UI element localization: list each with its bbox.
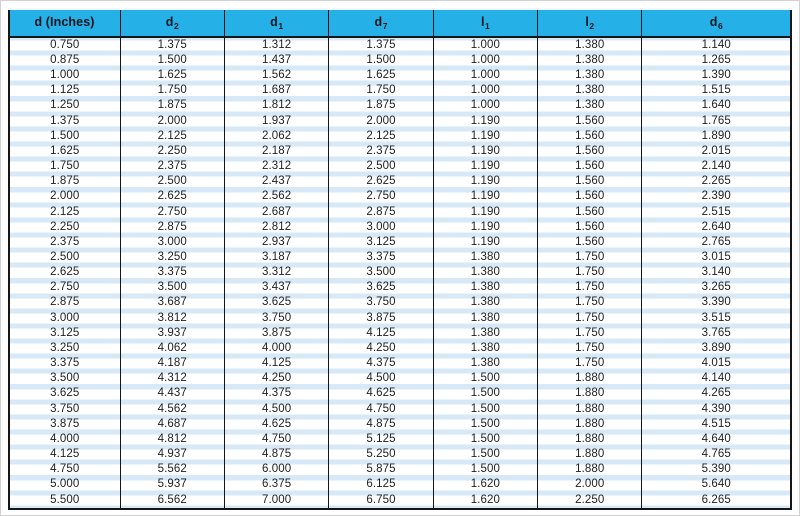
table-cell: 2.125 [120, 129, 224, 144]
table-row [9, 190, 791, 205]
table-cell: 3.000 [120, 235, 224, 250]
table-cell: 1.880 [538, 402, 642, 417]
table-row [9, 53, 791, 68]
table-cell: 2.765 [642, 235, 791, 250]
table-cell: 1.750 [538, 356, 642, 371]
table-cell: 2.562 [224, 190, 328, 205]
table-cell: 4.750 [329, 402, 433, 417]
table-cell: 2.750 [329, 190, 433, 205]
table-row [9, 447, 791, 462]
table-body [9, 37, 791, 509]
table-cell: 1.560 [538, 190, 642, 205]
table-cell: 2.500 [120, 174, 224, 189]
table-cell: 1.750 [9, 159, 120, 174]
table-cell: 2.750 [120, 205, 224, 220]
table-cell: 2.000 [120, 114, 224, 129]
table-cell: 1.562 [224, 68, 328, 83]
table-cell: 1.000 [433, 37, 537, 53]
table-row [9, 387, 791, 402]
table-cell: 1.560 [538, 144, 642, 159]
table-cell: 1.380 [433, 250, 537, 265]
table-cell: 1.750 [538, 311, 642, 326]
table-row [9, 341, 791, 356]
table-cell: 5.562 [120, 462, 224, 477]
table-cell: 3.812 [120, 311, 224, 326]
table-cell: 1.375 [329, 37, 433, 53]
table-row [9, 493, 791, 509]
table-cell: 2.250 [120, 144, 224, 159]
table-cell: 1.380 [538, 83, 642, 98]
table-cell: 4.625 [329, 387, 433, 402]
table-row [9, 99, 791, 114]
table-row [9, 250, 791, 265]
table-cell: 3.500 [329, 265, 433, 280]
table-cell: 1.500 [9, 129, 120, 144]
table-cell: 6.125 [329, 478, 433, 493]
table-row [9, 356, 791, 371]
table-cell: 1.000 [433, 53, 537, 68]
table-cell: 1.380 [538, 37, 642, 53]
table-cell: 1.500 [433, 432, 537, 447]
table-cell: 4.390 [642, 402, 791, 417]
table-cell: 1.000 [433, 83, 537, 98]
table-cell: 4.375 [329, 356, 433, 371]
table-row [9, 114, 791, 129]
table-cell: 1.560 [538, 205, 642, 220]
column-header-l1: $l_1$ [433, 9, 537, 37]
table-cell: 4.062 [120, 341, 224, 356]
table-cell: 4.437 [120, 387, 224, 402]
table-cell: 1.937 [224, 114, 328, 129]
table-row [9, 265, 791, 280]
table-cell: 1.640 [642, 99, 791, 114]
table-cell: 1.000 [433, 99, 537, 114]
table-row [9, 174, 791, 189]
table-cell: 4.640 [642, 432, 791, 447]
table-cell: 1.750 [538, 265, 642, 280]
table-cell: 5.250 [329, 447, 433, 462]
table-cell: 2.250 [9, 220, 120, 235]
table-row [9, 478, 791, 493]
table-cell: 1.625 [329, 68, 433, 83]
table-cell: 1.190 [433, 190, 537, 205]
table-row [9, 205, 791, 220]
table-cell: 1.750 [329, 83, 433, 98]
table-cell: 1.500 [433, 462, 537, 477]
table-cell: 3.875 [9, 417, 120, 432]
table-cell: 3.375 [120, 265, 224, 280]
table-cell: 1.875 [120, 99, 224, 114]
table-cell: 1.765 [642, 114, 791, 129]
table-row [9, 220, 791, 235]
table-cell: 0.875 [9, 53, 120, 68]
table-cell: 1.880 [538, 432, 642, 447]
table-cell: 3.250 [120, 250, 224, 265]
table-cell: 1.380 [433, 265, 537, 280]
table-cell: 1.250 [9, 99, 120, 114]
table-row [9, 311, 791, 326]
table-cell: 1.880 [538, 387, 642, 402]
table-cell: 3.750 [9, 402, 120, 417]
table-cell: 1.500 [120, 53, 224, 68]
table-cell: 3.015 [642, 250, 791, 265]
table-cell: 2.500 [9, 250, 120, 265]
table-cell: 4.375 [224, 387, 328, 402]
table-cell: 3.765 [642, 326, 791, 341]
table-cell: 1.880 [538, 462, 642, 477]
table-row [9, 402, 791, 417]
table-cell: 4.000 [224, 341, 328, 356]
table-cell: 1.687 [224, 83, 328, 98]
table-cell: 4.687 [120, 417, 224, 432]
table-cell: 1.750 [538, 341, 642, 356]
table-cell: 3.437 [224, 281, 328, 296]
table-cell: 1.750 [538, 250, 642, 265]
table-cell: 2.125 [9, 205, 120, 220]
table-cell: 3.312 [224, 265, 328, 280]
table-cell: 1.380 [433, 296, 537, 311]
table-cell: 1.380 [538, 99, 642, 114]
table-cell: 1.380 [433, 281, 537, 296]
table-cell: 1.515 [642, 83, 791, 98]
table-cell: 2.375 [120, 159, 224, 174]
table-cell: 3.140 [642, 265, 791, 280]
table-cell: 1.380 [433, 341, 537, 356]
table-cell: 1.380 [538, 53, 642, 68]
table-cell: 1.390 [642, 68, 791, 83]
table-cell: 2.875 [329, 205, 433, 220]
table-cell: 1.560 [538, 235, 642, 250]
table-cell: 1.812 [224, 99, 328, 114]
table-cell: 2.937 [224, 235, 328, 250]
table-cell: 4.812 [120, 432, 224, 447]
table-cell: 1.380 [433, 356, 537, 371]
table-cell: 4.015 [642, 356, 791, 371]
table-cell: 7.000 [224, 493, 328, 509]
table-row [9, 235, 791, 250]
table-cell: 4.250 [224, 371, 328, 386]
table-cell: 4.625 [224, 417, 328, 432]
table-cell: 1.875 [329, 99, 433, 114]
table-cell: 1.140 [642, 37, 791, 53]
table-cell: 6.562 [120, 493, 224, 509]
table-cell: 2.515 [642, 205, 791, 220]
table-cell: 3.125 [329, 235, 433, 250]
table-cell: 3.937 [120, 326, 224, 341]
table-cell: 3.875 [224, 326, 328, 341]
table-cell: 3.625 [9, 387, 120, 402]
table-cell: 4.187 [120, 356, 224, 371]
table-cell: 4.500 [329, 371, 433, 386]
table-cell: 3.890 [642, 341, 791, 356]
dimensions-table [8, 8, 792, 510]
table-row [9, 432, 791, 447]
column-header-d6: $d_6$ [642, 9, 791, 37]
table-cell: 1.380 [433, 326, 537, 341]
table-cell: 1.190 [433, 174, 537, 189]
table-cell: 2.875 [120, 220, 224, 235]
table-cell: 2.375 [329, 144, 433, 159]
column-header-d2: $d_2$ [120, 9, 224, 37]
table-cell: 1.880 [538, 447, 642, 462]
column-header-d7: $d_7$ [329, 9, 433, 37]
table-cell: 4.515 [642, 417, 791, 432]
table-cell: 2.015 [642, 144, 791, 159]
table-cell: 3.875 [329, 311, 433, 326]
table-cell: 1.890 [642, 129, 791, 144]
table-cell: 0.750 [9, 37, 120, 53]
table-cell: 4.000 [9, 432, 120, 447]
table-cell: 1.500 [433, 417, 537, 432]
table-cell: 1.880 [538, 417, 642, 432]
table-row [9, 296, 791, 311]
table-cell: 3.265 [642, 281, 791, 296]
table-cell: 1.190 [433, 220, 537, 235]
table-cell: 4.875 [329, 417, 433, 432]
table-cell: 4.750 [224, 432, 328, 447]
table-row [9, 144, 791, 159]
table-cell: 4.500 [224, 402, 328, 417]
table-cell: 1.000 [9, 68, 120, 83]
table-cell: 1.560 [538, 129, 642, 144]
table-cell: 1.125 [9, 83, 120, 98]
table-cell: 2.187 [224, 144, 328, 159]
table-row [9, 417, 791, 432]
table-cell: 5.640 [642, 478, 791, 493]
table-cell: 3.125 [9, 326, 120, 341]
table-cell: 2.062 [224, 129, 328, 144]
table-cell: 6.375 [224, 478, 328, 493]
table-cell: 1.500 [433, 447, 537, 462]
table-cell: 1.000 [433, 68, 537, 83]
table-cell: 1.750 [120, 83, 224, 98]
table-cell: 6.750 [329, 493, 433, 509]
table-cell: 2.390 [642, 190, 791, 205]
table-cell: 4.140 [642, 371, 791, 386]
table-cell: 3.750 [224, 311, 328, 326]
table-cell: 4.312 [120, 371, 224, 386]
table-cell: 2.000 [329, 114, 433, 129]
table-row [9, 371, 791, 386]
table-cell: 2.375 [9, 235, 120, 250]
column-header-d-inches: d (Inches) [9, 9, 120, 37]
table-cell: 4.765 [642, 447, 791, 462]
table-cell: 3.375 [329, 250, 433, 265]
table-cell: 3.000 [329, 220, 433, 235]
table-cell: 2.437 [224, 174, 328, 189]
table-cell: 1.265 [642, 53, 791, 68]
table-cell: 4.750 [9, 462, 120, 477]
table-cell: 1.750 [538, 326, 642, 341]
table-cell: 5.125 [329, 432, 433, 447]
table-cell: 3.687 [120, 296, 224, 311]
table-cell: 1.625 [9, 144, 120, 159]
table-cell: 2.687 [224, 205, 328, 220]
table-cell: 5.000 [9, 478, 120, 493]
table-cell: 1.560 [538, 220, 642, 235]
table-cell: 5.500 [9, 493, 120, 509]
table-cell: 1.560 [538, 114, 642, 129]
table-cell: 1.190 [433, 114, 537, 129]
table-cell: 4.125 [224, 356, 328, 371]
table-cell: 3.515 [642, 311, 791, 326]
table-cell: 5.390 [642, 462, 791, 477]
table-cell: 2.000 [538, 478, 642, 493]
table-cell: 2.250 [538, 493, 642, 509]
table-cell: 2.500 [329, 159, 433, 174]
table-cell: 1.375 [9, 114, 120, 129]
table-cell: 4.125 [329, 326, 433, 341]
table-cell: 1.500 [329, 53, 433, 68]
table-cell: 1.190 [433, 144, 537, 159]
table-cell: 3.500 [120, 281, 224, 296]
table-cell: 4.125 [9, 447, 120, 462]
table-cell: 3.000 [9, 311, 120, 326]
table-row [9, 159, 791, 174]
table-cell: 3.250 [9, 341, 120, 356]
table-cell: 1.190 [433, 159, 537, 174]
table-cell: 3.390 [642, 296, 791, 311]
table-cell: 1.875 [9, 174, 120, 189]
table-cell: 1.380 [538, 68, 642, 83]
table-row [9, 129, 791, 144]
table-cell: 2.640 [642, 220, 791, 235]
table-cell: 1.620 [433, 493, 537, 509]
table-cell: 1.750 [538, 296, 642, 311]
table-cell: 6.265 [642, 493, 791, 509]
table-row [9, 462, 791, 477]
table-cell: 2.140 [642, 159, 791, 174]
table-cell: 4.562 [120, 402, 224, 417]
table-row [9, 281, 791, 296]
dimension-table-container [8, 8, 792, 509]
table-cell: 1.880 [538, 371, 642, 386]
table-cell: 1.500 [433, 387, 537, 402]
table-cell: 2.000 [9, 190, 120, 205]
column-header-l2: $l_2$ [538, 9, 642, 37]
table-cell: 1.625 [120, 68, 224, 83]
table-cell: 1.380 [433, 311, 537, 326]
table-cell: 3.500 [9, 371, 120, 386]
table-cell: 6.000 [224, 462, 328, 477]
table-cell: 2.265 [642, 174, 791, 189]
header-row [9, 9, 791, 37]
table-cell: 3.187 [224, 250, 328, 265]
table-cell: 2.875 [9, 296, 120, 311]
table-cell: 1.190 [433, 129, 537, 144]
table-row [9, 83, 791, 98]
table-cell: 3.750 [329, 296, 433, 311]
table-row [9, 37, 791, 53]
table-cell: 1.560 [538, 174, 642, 189]
table-cell: 3.625 [329, 281, 433, 296]
table-cell: 4.250 [329, 341, 433, 356]
table-cell: 1.190 [433, 235, 537, 250]
table-cell: 2.625 [120, 190, 224, 205]
table-cell: 2.812 [224, 220, 328, 235]
table-cell: 1.620 [433, 478, 537, 493]
table-cell: 3.625 [224, 296, 328, 311]
table-cell: 4.265 [642, 387, 791, 402]
table-cell: 2.625 [329, 174, 433, 189]
table-cell: 1.750 [538, 281, 642, 296]
table-cell: 1.500 [433, 402, 537, 417]
table-cell: 1.312 [224, 37, 328, 53]
table-cell: 4.875 [224, 447, 328, 462]
table-cell: 1.375 [120, 37, 224, 53]
column-header-d1: $d_1$ [224, 9, 328, 37]
table-cell: 5.937 [120, 478, 224, 493]
table-row [9, 68, 791, 83]
table-cell: 1.437 [224, 53, 328, 68]
table-cell: 1.560 [538, 159, 642, 174]
table-cell: 2.625 [9, 265, 120, 280]
table-cell: 2.312 [224, 159, 328, 174]
table-cell: 1.190 [433, 205, 537, 220]
table-cell: 2.125 [329, 129, 433, 144]
table-cell: 2.750 [9, 281, 120, 296]
table-row [9, 326, 791, 341]
table-cell: 4.937 [120, 447, 224, 462]
table-cell: 1.500 [433, 371, 537, 386]
table-cell: 5.875 [329, 462, 433, 477]
table-cell: 3.375 [9, 356, 120, 371]
table-header [9, 9, 791, 37]
